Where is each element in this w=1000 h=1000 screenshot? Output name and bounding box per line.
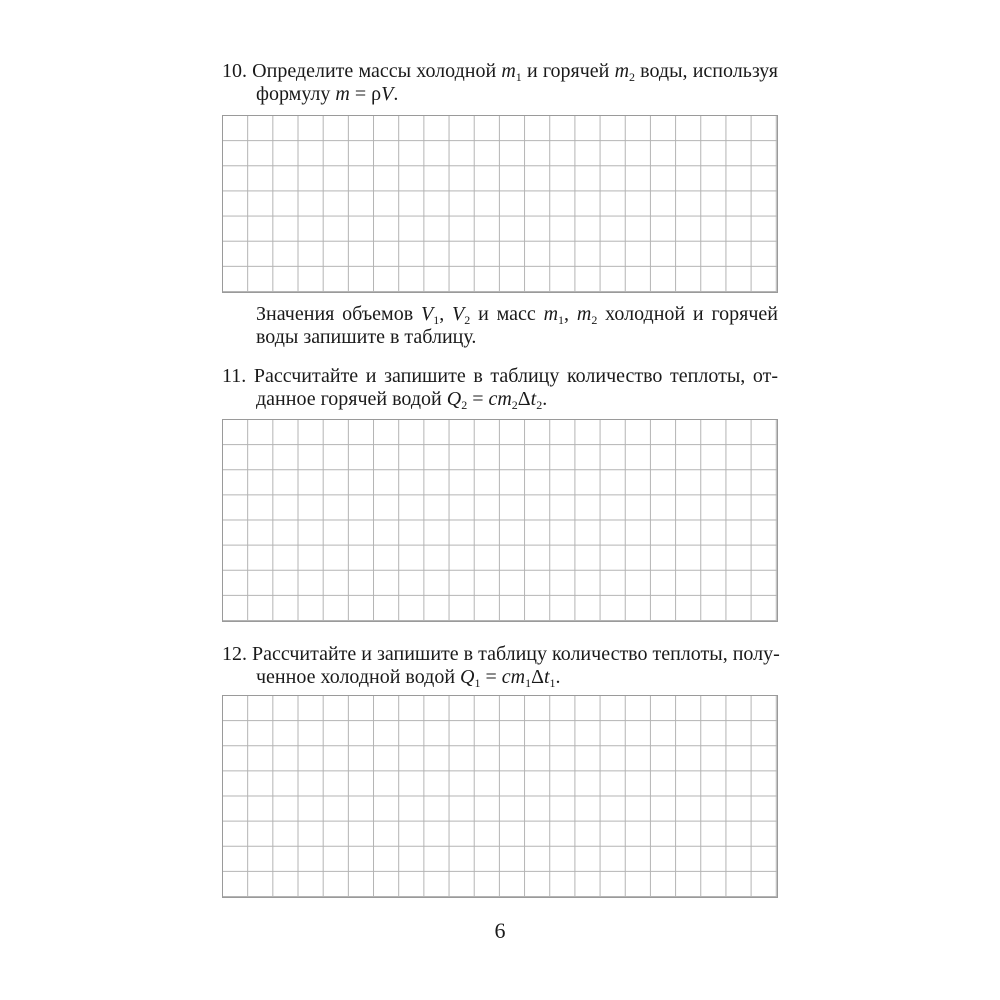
task-10-text bbox=[222, 60, 778, 106]
text-span: Δ bbox=[517, 388, 531, 410]
symbol-t: t bbox=[530, 388, 537, 410]
task-10-line-2 bbox=[222, 83, 778, 106]
answer-grid-10[interactable] bbox=[222, 115, 778, 293]
symbol-v: V bbox=[452, 303, 465, 325]
symbol-m: m bbox=[576, 303, 592, 325]
text-span: воды, используя bbox=[635, 60, 778, 82]
task-11-text bbox=[222, 365, 778, 411]
page-number: 6 bbox=[494, 918, 506, 943]
task-11-line-2 bbox=[222, 388, 778, 411]
text-span: Рассчитайте и запишите в таблицу количество теплоты, от- bbox=[253, 365, 779, 387]
symbol-cm: cm bbox=[501, 666, 526, 688]
subscript: 2 bbox=[536, 398, 543, 412]
subscript: 2 bbox=[511, 398, 518, 412]
symbol-m: m bbox=[335, 83, 350, 105]
subscript: 1 bbox=[558, 313, 565, 327]
text-span: = ρ bbox=[349, 83, 382, 105]
symbol-m: m bbox=[543, 303, 559, 325]
answer-grid-11[interactable] bbox=[222, 419, 778, 622]
task-10-number: 10. bbox=[222, 60, 247, 82]
text-span: = bbox=[467, 388, 489, 410]
text-span: и горячей bbox=[521, 60, 615, 82]
subscript: 2 bbox=[464, 313, 471, 327]
text-span: данное горячей водой bbox=[256, 388, 447, 410]
text-span: = bbox=[480, 666, 502, 688]
symbol-m: m bbox=[614, 60, 630, 82]
symbol-m: m bbox=[501, 60, 516, 82]
text-span: Значения объемов bbox=[256, 303, 421, 325]
subscript: 1 bbox=[515, 70, 522, 84]
text-span: , bbox=[564, 303, 577, 325]
note-line-2: воды запишите в таблицу. bbox=[256, 326, 477, 348]
text-span: . bbox=[393, 83, 399, 105]
task-11-number: 11. bbox=[222, 365, 247, 387]
symbol-v: V bbox=[420, 303, 434, 325]
task-12-number: 12. bbox=[222, 643, 247, 665]
text-span: Определите массы холодной bbox=[252, 60, 502, 82]
symbol-cm: cm bbox=[488, 388, 512, 410]
task-12-line-1 bbox=[222, 643, 778, 666]
text-span: , bbox=[439, 303, 453, 325]
task-12-text bbox=[222, 643, 778, 689]
symbol-q: Q bbox=[446, 388, 462, 410]
note-line-1 bbox=[256, 303, 778, 326]
subscript: 1 bbox=[525, 676, 532, 690]
text-span: и масс bbox=[470, 303, 544, 325]
text-span: Δ bbox=[531, 666, 544, 688]
text-span: . bbox=[555, 666, 561, 688]
task-12-line-2 bbox=[222, 666, 778, 689]
task-11-line-1 bbox=[222, 365, 778, 388]
answer-grid-12[interactable] bbox=[222, 695, 778, 898]
text-span: Рассчитайте и запишите в таблицу количество теплоты, полу- bbox=[252, 643, 780, 665]
subscript: 2 bbox=[629, 70, 636, 84]
note-text bbox=[256, 303, 778, 349]
text-span: формулу bbox=[256, 83, 336, 105]
task-10-line-1 bbox=[222, 60, 778, 83]
text-span: холодной и горячей bbox=[597, 303, 778, 325]
subscript: 2 bbox=[591, 313, 598, 327]
text-span: . bbox=[542, 388, 548, 410]
symbol-q: Q bbox=[460, 666, 475, 688]
subscript: 1 bbox=[474, 676, 481, 690]
symbol-t: t bbox=[543, 666, 550, 688]
subscript: 1 bbox=[549, 676, 556, 690]
text-span: ченное холодной водой bbox=[256, 666, 461, 688]
subscript: 2 bbox=[461, 398, 468, 412]
symbol-v: V bbox=[381, 83, 394, 105]
subscript: 1 bbox=[433, 313, 440, 327]
